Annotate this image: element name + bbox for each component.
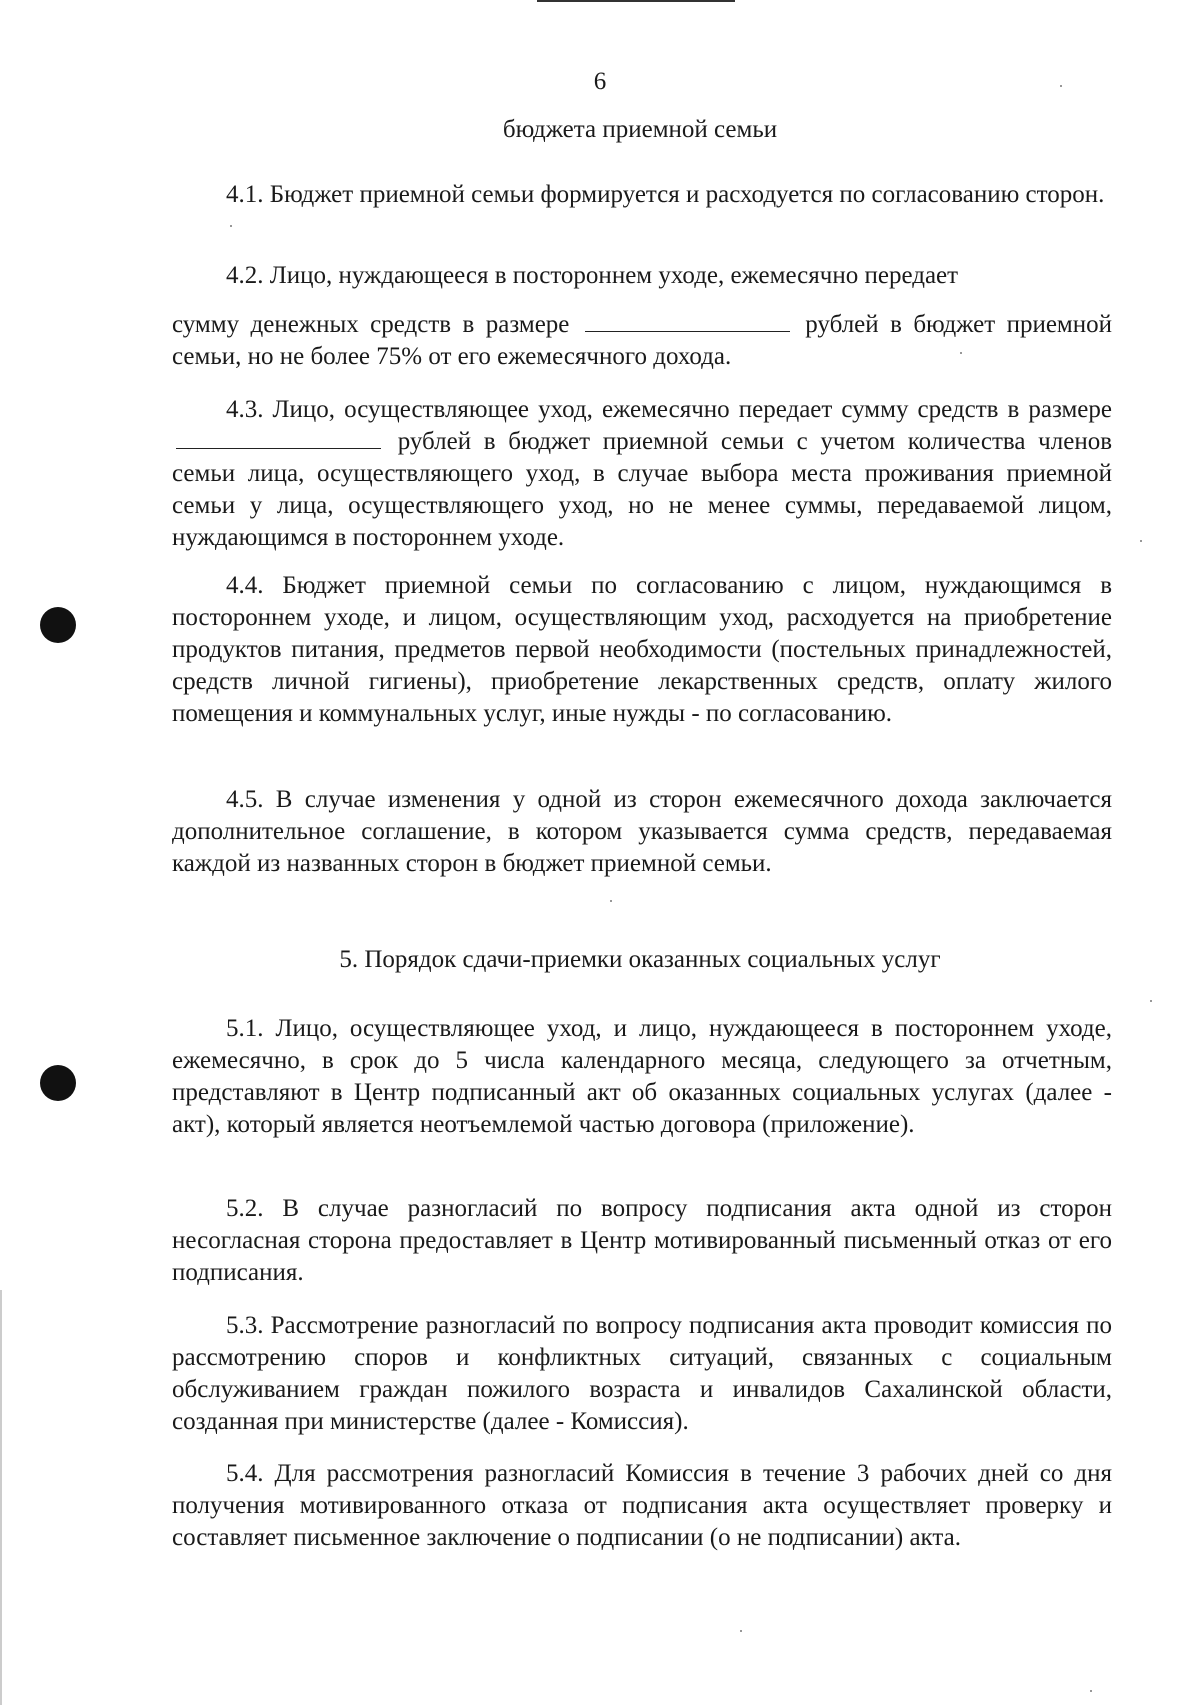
binder-hole-lower (40, 1065, 76, 1101)
paragraph-5-1 (172, 1013, 1112, 1141)
paragraph-4-1 (172, 179, 1112, 211)
section-5-heading: 5. Порядок сдачи-приемки оказанных социальных услуг (339, 946, 941, 973)
scan-speck (740, 1630, 742, 1632)
paragraph-5-4 (172, 1458, 1112, 1554)
section-4-heading-tail: бюджета приемной семьи (502, 116, 778, 143)
scan-edge-shadow (0, 1290, 2, 1705)
scan-speck (230, 225, 232, 227)
paragraph-5-2-text: 5.2. В случае разногласий по вопросу подписания акта одной из сторон несогласная сторона предоставляет в Центр мотивированный письменный отказ от его подписания. (172, 1195, 1112, 1286)
paragraph-4-3 (172, 394, 1112, 554)
paragraph-4-5-text: 4.5. В случае изменения у одной из сторон ежемесячного дохода заключается дополнительное соглашение, в котором указывается сумма средств, передаваемая каждой из названных сторон в бюджет приемной семьи. (172, 786, 1112, 877)
scan-speck (610, 900, 612, 902)
paragraph-4-4 (172, 570, 1112, 730)
paragraph-5-2 (172, 1193, 1112, 1289)
paragraph-5-4-text: 5.4. Для рассмотрения разногласий Комиссия в течение 3 рабочих дней со дня получения мотивированного отказа от подписания акта осуществляет проверку и составляет письменное заключение о подписании (о не подписании) акта. (172, 1460, 1112, 1551)
paragraph-4-1-text: 4.1. Бюджет приемной семьи формируется и расходуется по согласованию сторон. (226, 181, 1105, 208)
paragraph-4-3-before-blank: размере (1028, 396, 1112, 423)
paragraph-4-5 (172, 784, 1112, 880)
scan-speck (1150, 1000, 1152, 1002)
scan-speck (1140, 540, 1142, 542)
paragraph-4-3-after-blank: рублей в бюджет приемной семьи с учетом количества членов семьи лица, осуществляющего уход, в случае выбора места проживания приемной семьи у лица, осуществляющего уход, но не менее суммы, передаваемой лицом, нуждающимся в постороннем уходе. (172, 428, 1112, 551)
paragraph-4-2-continuation (172, 309, 1112, 373)
paragraph-4-3-line1-text: 4.3. Лицо, осуществляющее уход, ежемесячно передает сумму средств в (226, 396, 1020, 423)
paragraph-4-2-after-blank: рублей в бюджет приемной семьи, но не более 75% от его ежемесячного дохода. (172, 311, 1112, 370)
paragraph-4-2-first-line (172, 260, 1112, 292)
scan-speck (1060, 85, 1062, 87)
paragraph-4-2-line1-text: 4.2. Лицо, нуждающееся в постороннем уходе, ежемесячно передает (226, 262, 959, 289)
paragraph-5-3-text: 5.3. Рассмотрение разногласий по вопросу подписания акта проводит комиссия по рассмотрению споров и конфликтных ситуаций, связанных с социальным обслуживанием граждан пожилого возраста и инвалидов Сахалинской области, созданная при министерстве (далее - Комиссия). (172, 1312, 1112, 1435)
paragraph-4-4-text: 4.4. Бюджет приемной семьи по согласованию с лицом, нуждающимся в постороннем уходе, и лицом, осуществляющим уход, расходуется на приобретение продуктов питания, предметов первой необходимости (постельных принадлежностей, средств личной гигиены), приобретение лекарственных средств, оплату жилого помещения и коммунальных услуг, иные нужды - по согласованию. (172, 572, 1112, 727)
page-number: 6 (593, 68, 607, 95)
paragraph-5-1-text: 5.1. Лицо, осуществляющее уход, и лицо, нуждающееся в постороннем уходе, ежемесячно, в срок до 5 числа календарного месяца, следующего за отчетным, представляют в Центр подписанный акт об оказанных социальных услугах (далее - акт), который является неотъемлемой частью договора (приложение). (172, 1015, 1112, 1138)
amount-blank-field (585, 309, 790, 332)
amount-blank-field (176, 426, 381, 449)
scan-speck (960, 352, 962, 354)
top-edge-line (537, 0, 735, 2)
paragraph-5-3 (172, 1310, 1112, 1438)
scan-speck (1090, 1690, 1092, 1692)
paragraph-4-2-before-blank: сумму денежных средств в размере (172, 311, 570, 338)
binder-hole-upper (40, 607, 76, 643)
